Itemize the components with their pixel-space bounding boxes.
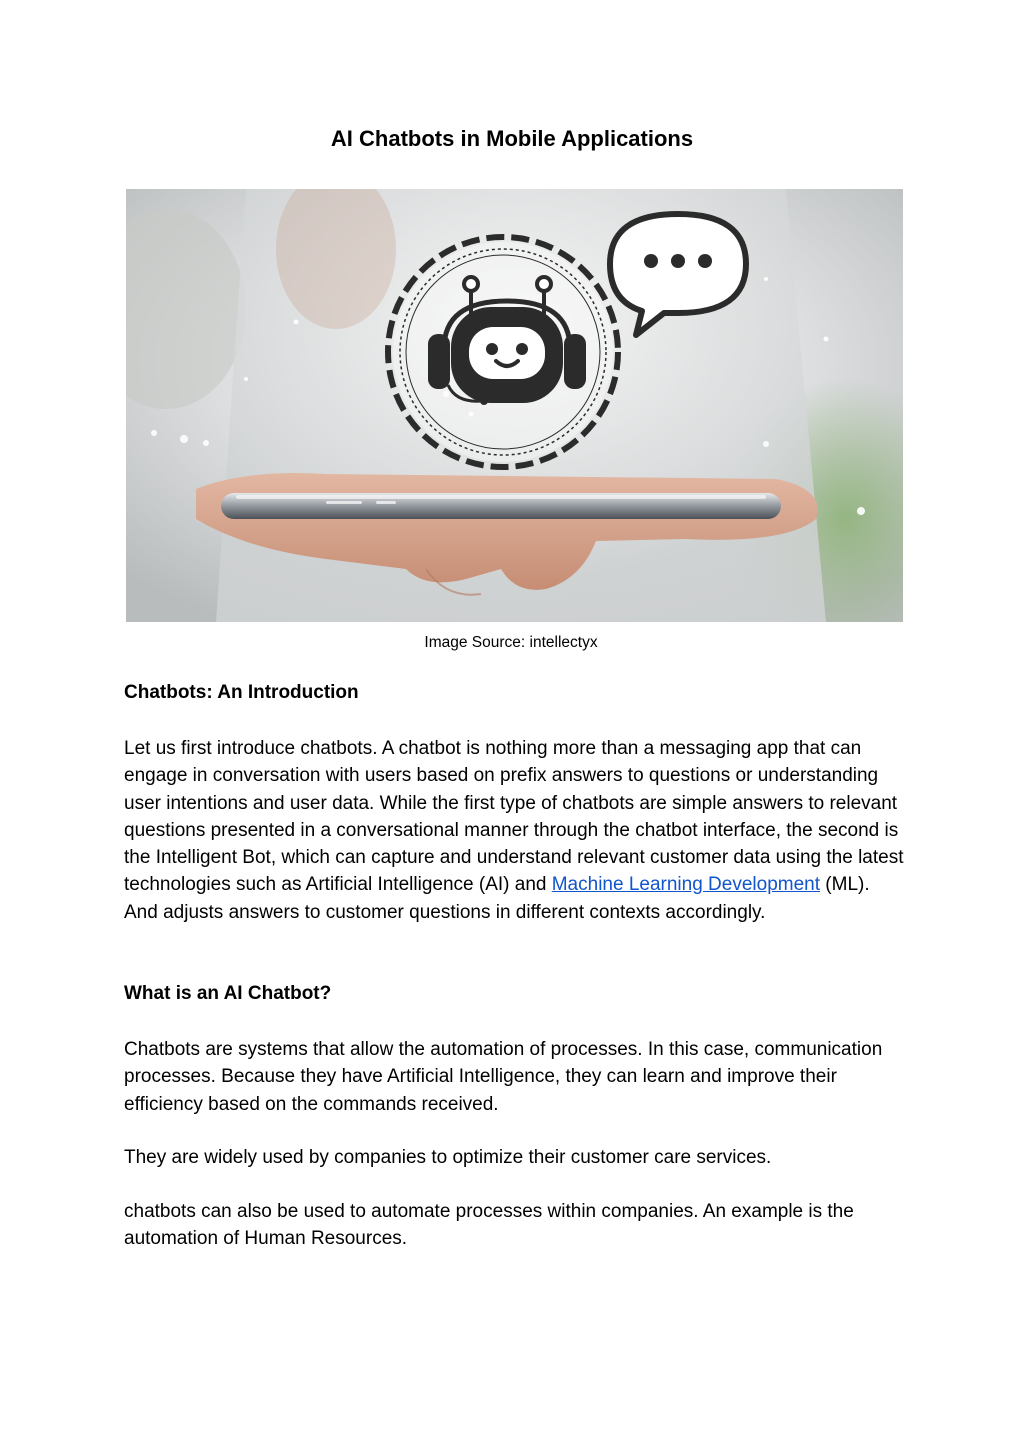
intro-paragraph	[124, 735, 904, 926]
customer-care-paragraph: They are widely used by companies to optimize their customer care services.	[124, 1147, 772, 1168]
intro-text-before-link: Let us first introduce chatbots. A chatbot is nothing more than a messaging app that can engage in conversation with users based on prefix answers to questions or understanding user intentions and user data. While the first type of chatbots are simple answers to relevant questions presented in a conversational manner through the chatbot interface, the second is the Intelligent Bot, which can capture and understand relevant customer data using the latest technologies such as Artificial Intelligence (AI) and	[124, 738, 904, 896]
section-heading-what-is-ai-chatbot: What is an AI Chatbot?	[124, 983, 332, 1004]
hero-image	[126, 189, 903, 622]
machine-learning-development-link[interactable]: Machine Learning Development	[551, 874, 821, 896]
document-title: AI Chatbots in Mobile Applications	[330, 126, 694, 151]
automation-paragraph: chatbots can also be used to automate processes within companies. An example is the automation of Human Resources.	[124, 1201, 854, 1250]
definition-paragraph: Chatbots are systems that allow the automation of processes. In this case, communication processes. Because they have Artificial Intelligence, they can learn and improve their efficiency based on the commands received.	[124, 1039, 883, 1115]
intro-text-after-link: (ML). And adjusts answers to customer questions in different contexts accordingly.	[124, 874, 870, 923]
section-heading-introduction: Chatbots: An Introduction	[124, 682, 359, 703]
image-caption: Image Source: intellectyx	[424, 634, 598, 651]
chatbot-phone-illustration	[126, 189, 903, 622]
